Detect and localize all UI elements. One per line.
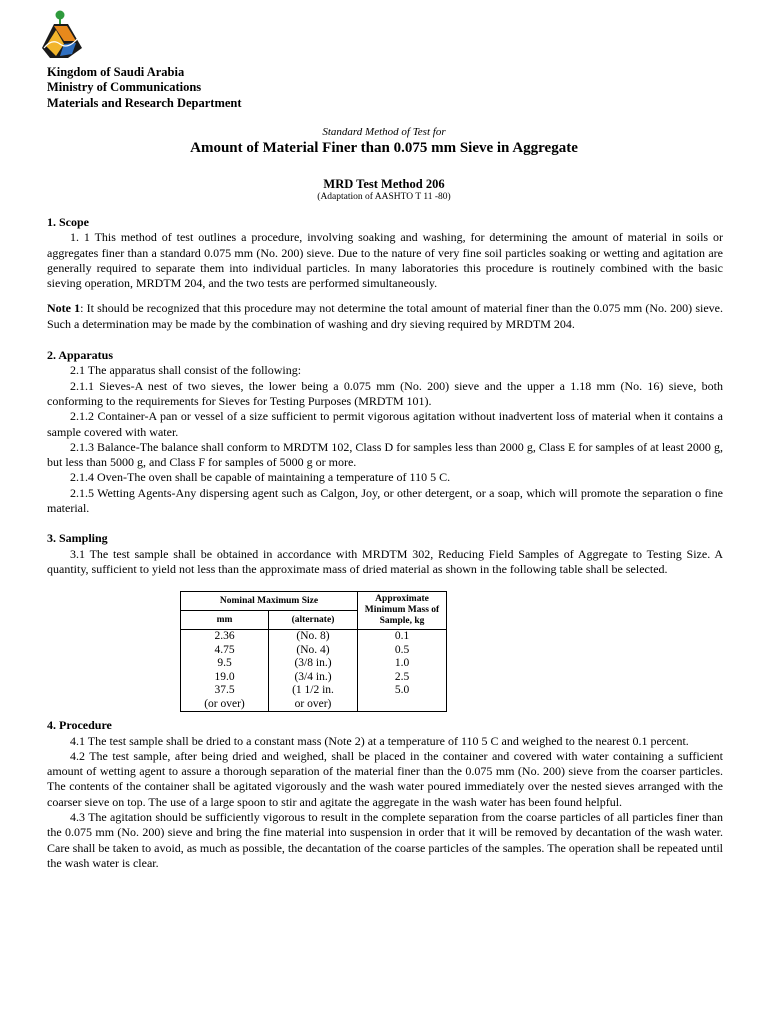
document-title: Amount of Material Finer than 0.075 mm Sieve in Aggregate [190, 140, 578, 156]
ministry-logo [38, 8, 84, 60]
apparatus-item: 2.1.4 Oven-The oven shall be capable of maintaining a temperature of 110 5 C. [70, 470, 451, 485]
cell-mass: 0.5 [358, 644, 447, 658]
org-line-ministry: Ministry of Communications [47, 80, 202, 95]
table-row [181, 671, 447, 685]
apparatus-heading: 2. Apparatus [47, 348, 114, 363]
scope-paragraph: 1. 1 This method of test outlines a procedure, involving soaking and washing, for determining the amount of material in soils or aggregates finer than a standard 0.075 mm (No. 200) sieve. Due to the nature of very fine soil particles soaking or wetting and agitation are generally required to separate them into individual particles. In many laboratories this procedure is routinely combined with the basic sieving operation, MRDTM 204, and the two tests are performed simultaneously. [47, 230, 723, 291]
organization-block [47, 65, 242, 111]
table-row [181, 657, 447, 671]
sampling-heading: 3. Sampling [47, 531, 108, 546]
procedure-item: 4.1 The test sample shall be dried to a constant mass (Note 2) at a temperature of 110 5 C and weighed to the nearest 0.1 percent. [70, 733, 689, 748]
apparatus-item: 2.1.2 Container-A pan or vessel of a size sufficient to permit vigorous agitation without inadvertent loss of material when it contains a sample covered with water. [47, 409, 723, 439]
sampling-paragraph: 3.1 The test sample shall be obtained in accordance with MRDTM 302, Reducing Field Samples of Aggregate to Testing Size. A quantity, sufficient to yield not less than the approximate mass of dried material as shown in the following table shall be selected. [47, 546, 723, 576]
cell-mm: 37.5 [181, 684, 269, 698]
cell-mass: 5.0 [358, 684, 447, 698]
procedure-item: 4.3 The agitation should be sufficiently vigorous to result in the complete separation from the coarse particles of all particles finer than the 0.075 mm (No. 200) sieve and bring the fine material into suspension in order that it will be removed by decantation of the wash water. Care shall be taken to avoid, as much as possible, the decantation of the coarse particles of the samples. The operation shall be repeated until the wash water is clear. [47, 810, 723, 870]
cell-mm: (or over) [181, 698, 269, 712]
note-text: : It should be recognized that this procedure may not determine the total amount of material finer than the 0.075 mm (No. 200) sieve. Such a determination may be made by the combination of washing and dry sieving required by MRDTM 204. [47, 301, 723, 331]
document-subtitle: Standard Method of Test for [322, 126, 446, 138]
apparatus-item: 2.1.1 Sieves-A nest of two sieves, the lower being a 0.075 mm (No. 200) sieve and the upper a 1.18 mm (No. 16) sieve, both conforming to the requirements for Sieves for Testing Purposes (MRDTM 101). [47, 378, 723, 408]
table-row [181, 684, 447, 698]
table-header-nominal: Nominal Maximum Size [181, 592, 358, 611]
note-label: Note 1 [47, 301, 81, 316]
cell-mm: 2.36 [181, 630, 269, 644]
procedure-heading: 4. Procedure [47, 718, 112, 733]
cell-mm: 9.5 [181, 657, 269, 671]
cell-alternate: (No. 4) [269, 644, 358, 658]
org-line-country: Kingdom of Saudi Arabia [47, 65, 185, 79]
table-row [181, 630, 447, 644]
test-method-number: MRD Test Method 206 [323, 177, 445, 191]
cell-alternate: or over) [269, 698, 358, 712]
scope-heading: 1. Scope [47, 215, 89, 229]
table-header-alternate: (alternate) [269, 611, 358, 630]
procedure-item: 4.2 The test sample, after being dried and weighed, shall be placed in the container and covered with water containing a sufficient amount of wetting agent to assure a thorough separation of the material finer than the 0.075 mm (No. 200) sieve from the coarser particles. The contents of the container shall be agitated vigorously and the wash water poured immediately over the nested sieves arranged with the coarser sieve on top. The use of a large spoon to stir and agitate the aggregate in the wash water has been found helpful. [47, 748, 723, 809]
cell-mass: 2.5 [358, 671, 447, 685]
cell-alternate: (1 1/2 in. [269, 684, 358, 698]
table-header-mm: mm [181, 611, 269, 630]
cell-mass [358, 698, 447, 712]
sample-size-table [180, 591, 447, 712]
apparatus-item: 2.1.3 Balance-The balance shall conform to MRDTM 102, Class D for samples less than 2000 g, Class E for samples of at least 2000 g, but less than 5000 g, and Class F for samples of 5000 g or more. [47, 439, 723, 470]
apparatus-item: 2.1 The apparatus shall consist of the following: [70, 363, 302, 378]
org-line-department: Materials and Research Department [47, 95, 242, 110]
cell-alternate: (3/4 in.) [269, 671, 358, 685]
cell-mass: 0.1 [358, 630, 447, 644]
table-row [181, 644, 447, 658]
cell-mm: 19.0 [181, 671, 269, 685]
cell-mm: 4.75 [181, 644, 269, 658]
note-1 [47, 301, 723, 332]
cell-mass: 1.0 [358, 657, 447, 671]
document-body [47, 215, 723, 871]
table-row [181, 698, 447, 712]
table-header-mass: Approximate Minimum Mass of Sample, kg [358, 592, 447, 630]
adaptation-note: (Adaptation of AASHTO T 11 -80) [317, 192, 451, 202]
apparatus-item: 2.1.5 Wetting Agents-Any dispersing agent such as Calgon, Joy, or other detergent, or a soap, which will promote the separation o fine material. [47, 485, 723, 516]
cell-alternate: (3/8 in.) [269, 657, 358, 671]
cell-alternate: (No. 8) [269, 630, 358, 644]
